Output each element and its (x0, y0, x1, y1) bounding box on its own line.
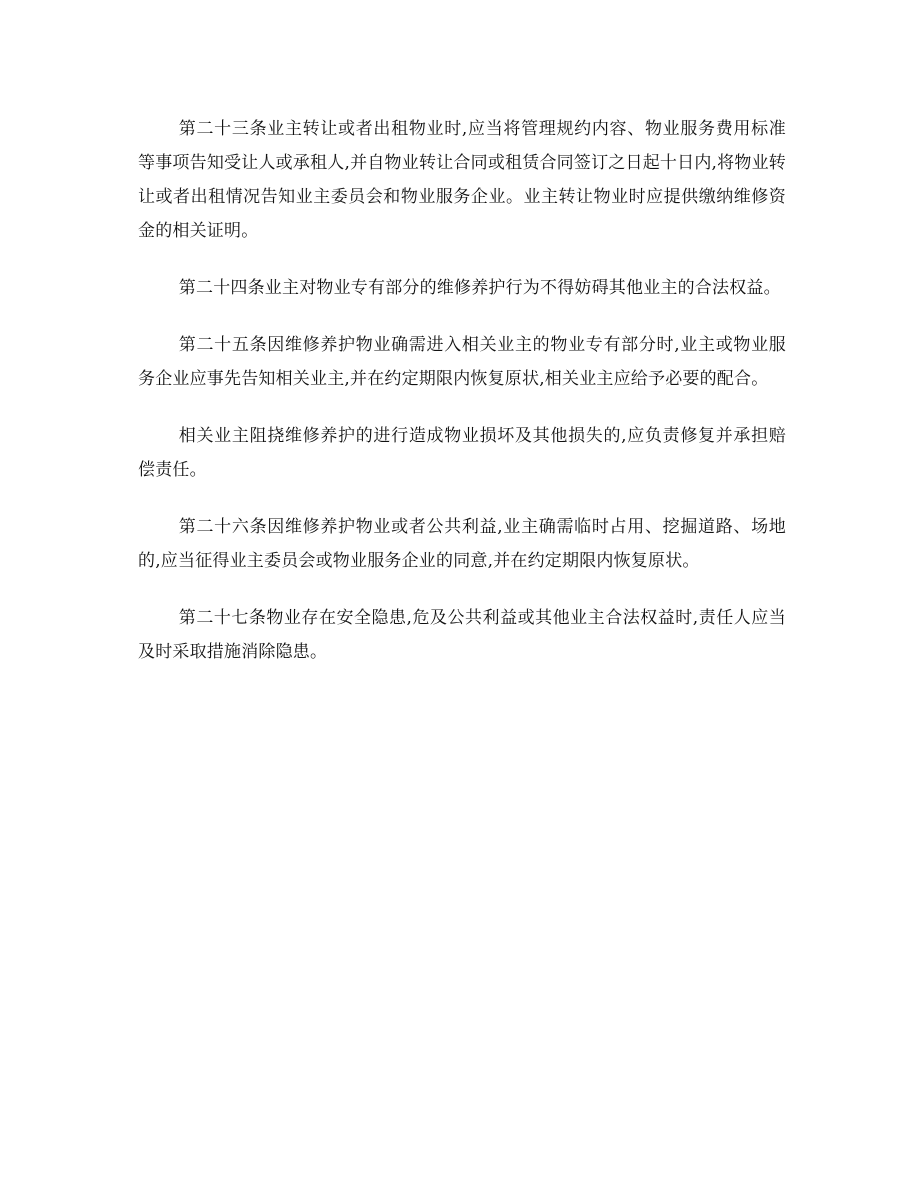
paragraph-article-25-liability: 相关业主阻挠维修养护的进行造成物业损坏及其他损失的,应负责修复并承担赔偿责任。 (138, 426, 786, 480)
paragraph-article-26: 第二十六条因维修养护物业或者公共利益,业主确需临时占用、挖掘道路、场地的,应当征得业主委员会或物业服务企业的同意,并在约定期限内恢复原状。 (138, 517, 786, 571)
paragraph-article-27: 第二十七条物业存在安全隐患,危及公共利益或其他业主合法权益时,责任人应当及时采取措施消除隐患。 (138, 608, 786, 662)
paragraph-article-23: 第二十三条业主转让或者出租物业时,应当将管理规约内容、物业服务费用标准等事项告知受让人或承租人,并自物业转让合同或租赁合同签订之日起十日内,将物业转让或者出租情况告知业主委员会和物业服务企业。业主转让物业时应提供缴纳维修资金的相关证明。 (138, 119, 786, 241)
paragraph-article-25: 第二十五条因维修养护物业确需进入相关业主的物业专有部分时,业主或物业服务企业应事先告知相关业主,并在约定期限内恢复原状,相关业主应给予必要的配合。 (138, 335, 786, 389)
document-body (138, 112, 786, 692)
paragraph-article-24: 第二十四条业主对物业专有部分的维修养护行为不得妨碍其他业主的合法权益。 (178, 278, 781, 298)
